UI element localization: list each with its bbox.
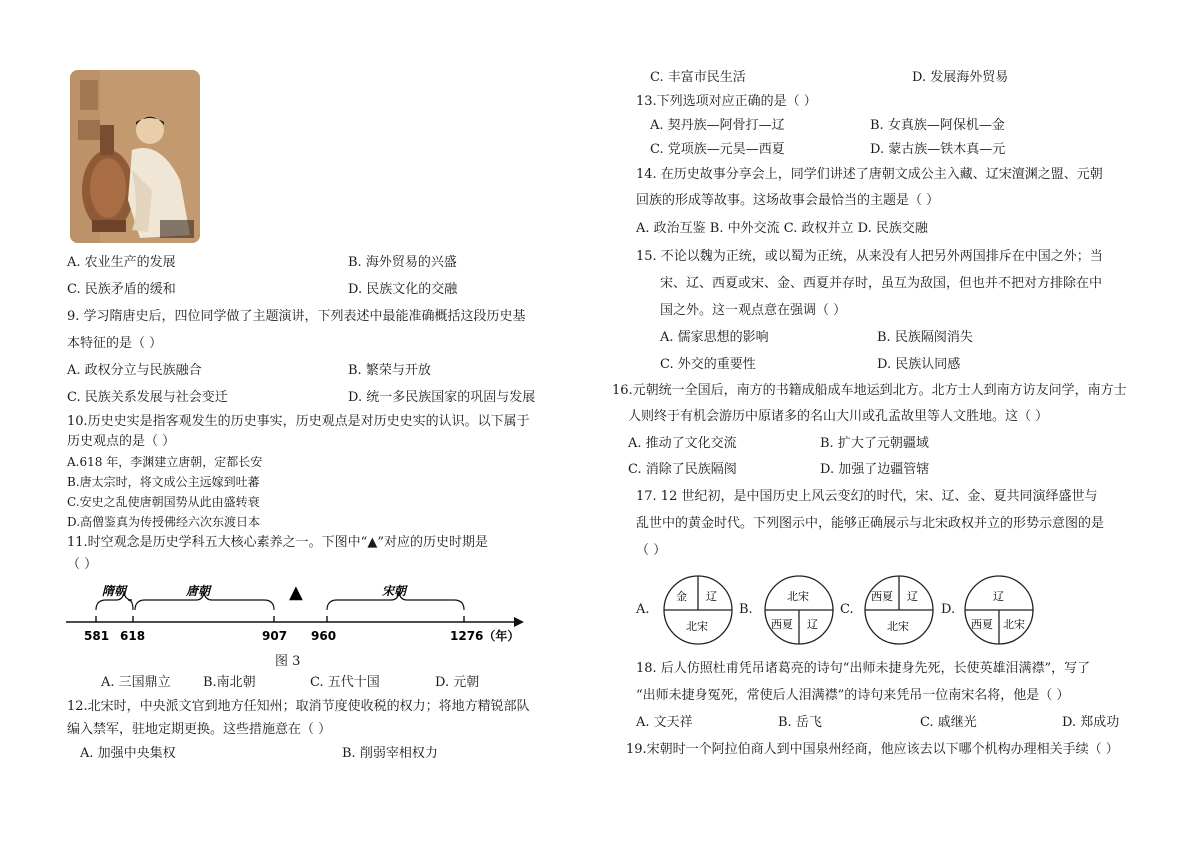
q17-label-c: C. bbox=[840, 602, 854, 617]
illustration-painting bbox=[70, 70, 200, 243]
q16-option-a: A. 推动了文化交流 bbox=[628, 436, 737, 451]
q17a-text-beisong: 北宋 bbox=[686, 620, 708, 633]
q15-stem-line3: 国之外。这一观点意在强调（ ） bbox=[660, 303, 847, 318]
q10-option-d: D.高僧鉴真为传授佛经六次东渡日本 bbox=[67, 515, 261, 529]
q18-option-c: C. 戚继光 bbox=[920, 715, 977, 730]
q11-option-c: C. 五代十国 bbox=[310, 675, 380, 690]
q16-stem-line1: 16.元朝统一全国后，南方的书籍成船成车地运到北方。北方士人到南方访友问学，南方士 bbox=[612, 383, 1127, 398]
q10-option-b: B.唐太宗时，将文成公主远嫁到吐蕃 bbox=[67, 475, 260, 489]
q11-option-d: D. 元朝 bbox=[435, 675, 480, 690]
q17-label-a: A. bbox=[636, 602, 650, 617]
q8-option-b: B. 海外贸易的兴盛 bbox=[348, 255, 457, 270]
q10-stem-line2: 历史观点的是（ ） bbox=[67, 434, 176, 449]
q19-stem-line1: 19.宋朝时一个阿拉伯商人到中国泉州经商，他应该去以下哪个机构办理相关手续（ ） bbox=[626, 742, 1119, 757]
tick-label-960: 960 bbox=[311, 629, 337, 643]
timeline-ticks bbox=[96, 616, 464, 622]
q12-stem-line2: 编入禁军，驻地定期更换。这些措施意在（ ） bbox=[67, 722, 332, 737]
q12-stem-line1: 12.北宋时，中央派文官到地方任知州；取消节度使收税的权力；将地方精锐部队 bbox=[67, 699, 530, 714]
q11-stem-line2: （ ） bbox=[67, 557, 98, 572]
period-label-tang: 唐朝 bbox=[186, 584, 211, 598]
tick-label-1276: 1276（年） bbox=[450, 629, 520, 643]
q18-stem-line2: “出师未捷身冤死，常使后人泪满襟”的诗句来凭吊一位南宋名将，他是（ ） bbox=[636, 688, 1070, 703]
q12-option-b: B. 削弱宰相权力 bbox=[342, 746, 438, 761]
q8-option-c: C. 民族矛盾的缓和 bbox=[67, 282, 176, 297]
q17-stem-line2: 乱世中的黄金时代。下列图示中，能够正确展示与北宋政权并立的形势示意图的是 bbox=[636, 516, 1105, 531]
q10-stem-line1: 10.历史史实是指客观发生的历史事实，历史观点是对历史史实的认识。以下属于 bbox=[67, 414, 530, 429]
q9-stem-line1: 9. 学习隋唐史后，四位同学做了主题演讲，下列表述中最能准确概括这段历史基 bbox=[67, 309, 526, 324]
q16-option-b: B. 扩大了元朝疆域 bbox=[820, 436, 929, 451]
q13-option-d: D. 蒙古族—铁木真—元 bbox=[870, 142, 1006, 157]
mural-figure-image bbox=[70, 70, 200, 243]
q9-option-c: C. 民族关系发展与社会变迁 bbox=[67, 390, 228, 405]
q17-stem-line1: 17. 12 世纪初，是中国历史上风云变幻的时代，宋、辽、金、夏共同演绎盛世与 bbox=[636, 489, 1098, 504]
q12-option-c: C. 丰富市民生活 bbox=[650, 70, 746, 85]
q17-figure-c bbox=[863, 574, 935, 646]
q14-stem-line2: 回族的形成等故事。这场故事会最恰当的主题是（ ） bbox=[636, 193, 940, 208]
q9-option-a: A. 政权分立与民族融合 bbox=[67, 363, 202, 378]
q13-option-c: C. 党项族—元昊—西夏 bbox=[650, 142, 785, 157]
q10-option-a: A.618 年，李渊建立唐朝，定都长安 bbox=[67, 455, 263, 469]
tick-label-618: 618 bbox=[120, 629, 146, 643]
q10-option-c: C.安史之乱使唐朝国势从此由盛转衰 bbox=[67, 495, 260, 509]
q17b-text-xixia: 西夏 bbox=[771, 618, 793, 631]
q18-option-a: A. 文天祥 bbox=[636, 715, 693, 730]
q11-option-a: A. 三国鼎立 bbox=[101, 675, 171, 690]
q8-option-a: A. 农业生产的发展 bbox=[67, 255, 176, 270]
q15-option-c: C. 外交的重要性 bbox=[660, 357, 756, 372]
q17c-text-xixia: 西夏 bbox=[871, 590, 893, 603]
period-label-sui: 隋朝 bbox=[102, 584, 127, 598]
q15-option-b: B. 民族隔阂消失 bbox=[877, 330, 973, 345]
q17b-text-liao: 辽 bbox=[807, 618, 818, 631]
q17d-text-liao: 辽 bbox=[993, 590, 1004, 603]
q17b-text-beisong: 北宋 bbox=[787, 590, 809, 603]
q9-option-d: D. 统一多民族国家的巩固与发展 bbox=[348, 390, 536, 405]
q16-option-c: C. 消除了民族隔阂 bbox=[628, 462, 737, 477]
q17c-text-beisong: 北宋 bbox=[887, 620, 909, 633]
q11-option-b: B.南北朝 bbox=[203, 675, 256, 690]
q15-option-d: D. 民族认同感 bbox=[877, 357, 961, 372]
q17a-text-liao: 辽 bbox=[706, 590, 717, 603]
q13-option-b: B. 女真族—阿保机—金 bbox=[870, 118, 1005, 133]
timeline-figure bbox=[66, 578, 526, 648]
q16-stem-line2: 人则终于有机会游历中原诸多的名山大川或孔孟故里等人文胜地。这（ ） bbox=[628, 409, 1049, 424]
q15-option-a: A. 儒家思想的影响 bbox=[660, 330, 769, 345]
q14-options: A. 政治互鉴 B. 中外交流 C. 政权并立 D. 民族交融 bbox=[636, 221, 928, 236]
q17a-text-jin: 金 bbox=[676, 590, 687, 603]
q15-stem-line1: 15. 不论以魏为正统，或以蜀为正统，从来没有人把另外两国排斥在中国之外；当 bbox=[636, 249, 1103, 264]
q16-option-d: D. 加强了边疆管辖 bbox=[820, 462, 930, 477]
q18-option-b: B. 岳飞 bbox=[778, 715, 822, 730]
q9-stem-line2: 本特征的是（ ） bbox=[67, 336, 163, 351]
q17-figure-d bbox=[963, 574, 1035, 646]
q15-stem-line2: 宋、辽、西夏或宋、金、西夏并存时，虽互为敌国，但也并不把对方排除在中 bbox=[660, 276, 1103, 291]
q13-stem: 13.下列选项对应正确的是（ ） bbox=[636, 94, 817, 109]
q17c-text-liao: 辽 bbox=[907, 590, 918, 603]
q17-label-d: D. bbox=[941, 602, 956, 617]
q12-option-d: D. 发展海外贸易 bbox=[912, 70, 1009, 85]
q11-stem-line1: 11.时空观念是历史学科五大核心素养之一。下图中“▲”对应的历史时期是 bbox=[67, 535, 488, 550]
tick-label-907: 907 bbox=[262, 629, 288, 643]
timeline-arrow bbox=[514, 617, 524, 627]
q17-label-b: B. bbox=[739, 602, 753, 617]
q17d-text-xixia: 西夏 bbox=[971, 618, 993, 631]
q18-stem-line1: 18. 后人仿照杜甫凭吊诸葛亮的诗句“出师未捷身先死，长使英雄泪满襟”，写了 bbox=[636, 661, 1091, 676]
period-label-song: 宋朝 bbox=[382, 584, 407, 598]
q9-option-b: B. 繁荣与开放 bbox=[348, 363, 431, 378]
q14-stem-line1: 14. 在历史故事分享会上，同学们讲述了唐朝文成公主入藏、辽宋澶渊之盟、元朝 bbox=[636, 167, 1103, 182]
q8-option-d: D. 民族文化的交融 bbox=[348, 282, 458, 297]
q17-stem-line3: （ ） bbox=[636, 543, 667, 558]
q17-figure-a bbox=[662, 574, 734, 646]
q17d-text-beisong: 北宋 bbox=[1003, 618, 1025, 631]
timeline-marker-triangle: ▲ bbox=[289, 582, 303, 603]
figure-caption: 图 3 bbox=[275, 654, 301, 669]
period-braces bbox=[96, 592, 464, 610]
q18-option-d: D. 郑成功 bbox=[1062, 715, 1120, 730]
q17-figure-b bbox=[763, 574, 835, 646]
tick-label-581: 581 bbox=[84, 629, 110, 643]
q13-option-a: A. 契丹族—阿骨打—辽 bbox=[650, 118, 785, 133]
q12-option-a: A. 加强中央集权 bbox=[80, 746, 176, 761]
